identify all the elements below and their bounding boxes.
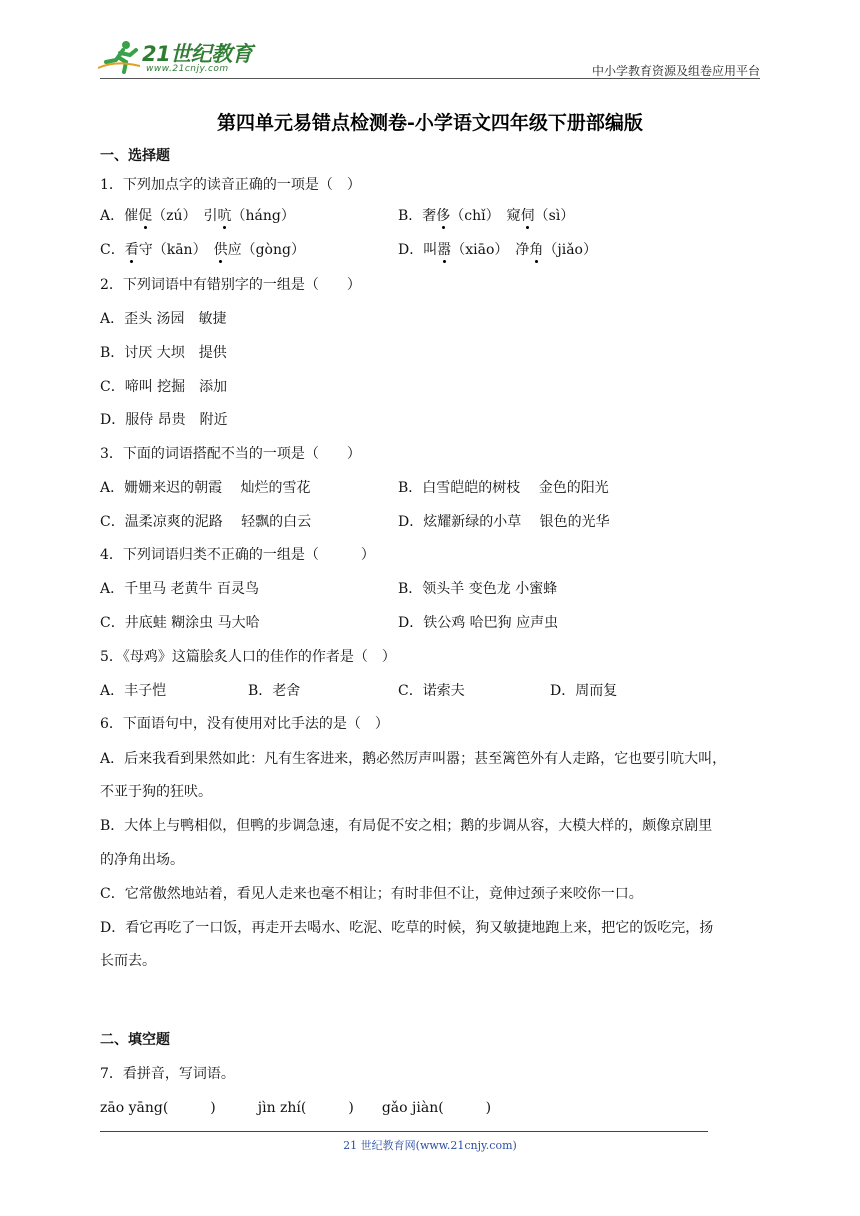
- question-1-stem: 1．下列加点字的读音正确的一项是（ ）: [100, 177, 361, 193]
- question-6-option-b-line2: 的净角出场。: [100, 852, 184, 868]
- question-1-option-d: [398, 240, 597, 260]
- question-7-stem: 7．看拼音，写词语。: [100, 1066, 235, 1082]
- dotted-char: 伺: [520, 208, 535, 224]
- question-4-option-a: A．千里马 老黄牛 百灵鸟: [100, 581, 260, 597]
- question-2-option-c: C．啼叫 挖掘 添加: [100, 379, 228, 395]
- question-3-option-c: C．温柔凉爽的泥路 轻飘的白云: [100, 514, 312, 530]
- footer-divider: [100, 1131, 708, 1132]
- logo-text: 21世纪教育: [142, 42, 253, 66]
- option-text: 守（kān）: [138, 242, 214, 258]
- question-5-option-d: D．周而复: [550, 683, 618, 699]
- option-text: （sì）: [534, 208, 575, 224]
- question-6-option-d-line1: D．看它再吃了一口饭，再走开去喝水、吃泥、吃草的时候，狗又敏捷地跑上来，把它的饭吃完，扬: [100, 920, 714, 936]
- question-6-option-a-line1: A．后来我看到果然如此：凡有生客进来，鹅必然厉声叫嚣；甚至篱笆外有人走路，它也要引吭大叫，: [100, 751, 727, 767]
- platform-name: 中小学教育资源及组卷应用平台: [591, 64, 760, 78]
- dotted-char: 嚣: [437, 242, 452, 258]
- dotted-char: 看: [124, 242, 139, 258]
- question-2-option-a: A．歪头 汤园 敏捷: [100, 311, 227, 327]
- option-text: C．: [100, 242, 125, 258]
- question-3-option-b: B．白雪皑皑的树枝 金色的阳光: [398, 480, 609, 496]
- option-text: 应（gòng）: [227, 242, 305, 258]
- question-6-option-a-line2: 不亚于狗的狂吠。: [100, 784, 212, 800]
- page-title: 第四单元易错点检测卷-小学语文四年级下册部编版: [217, 112, 643, 134]
- question-1-option-b: [398, 206, 574, 226]
- option-text: （zú） 引: [152, 208, 218, 224]
- question-4-option-b: B．领头羊 变色龙 小蜜蜂: [398, 581, 558, 597]
- option-text: （jiǎo）: [543, 242, 597, 258]
- question-6-option-d-line2: 长而去。: [100, 953, 156, 969]
- footer-text: 21 世纪教育网(www.21cnjy.com): [343, 1139, 517, 1152]
- question-2-option-d: D．服侍 昂贵 附近: [100, 412, 228, 428]
- option-text: （xiāo） 净: [451, 242, 530, 258]
- option-text: A．催: [100, 208, 139, 224]
- question-3-option-a: A．姗姗来迟的朝霞 灿烂的雪花: [100, 480, 311, 496]
- question-6-option-c: C．它常傲然地站着，看见人走来也毫不相让；有时非但不让，竟伸过颈子来咬你一口。: [100, 886, 643, 902]
- question-6-option-b-line1: B．大体上与鸭相似，但鸭的步调急速，有局促不安之相；鹅的步调从容，大模大样的，颇像京剧里: [100, 818, 713, 834]
- site-logo: [96, 36, 266, 76]
- question-2-option-b: B．讨厌 大坝 提供: [100, 345, 227, 361]
- dotted-char: 促: [138, 208, 153, 224]
- dotted-char: 供: [213, 242, 228, 258]
- question-4-stem: 4．下列词语归类不正确的一组是（ ）: [100, 547, 375, 563]
- question-2-stem: 2．下列词语中有错别字的一组是（ ）: [100, 277, 361, 293]
- question-5-option-b: B．老舍: [248, 683, 301, 699]
- question-3-stem: 3．下面的词语搭配不当的一项是（ ）: [100, 446, 361, 462]
- question-4-option-c: C．井底蛙 糊涂虫 马大哈: [100, 615, 260, 631]
- runner-logo-icon: [96, 40, 142, 74]
- section-heading-fill: 二、填空题: [100, 1032, 170, 1048]
- page-header: [96, 32, 760, 80]
- dotted-char: 角: [529, 242, 544, 258]
- question-1-option-a: [100, 206, 295, 226]
- question-6-stem: 6．下面语句中，没有使用对比手法的是（ ）: [100, 716, 389, 732]
- question-5-option-c: C．诺索夫: [398, 683, 465, 699]
- dotted-char: 侈: [436, 208, 451, 224]
- option-text: D．叫: [398, 242, 438, 258]
- question-3-option-d: D．炫耀新绿的小草 银色的光华: [398, 514, 610, 530]
- dotted-char: 吭: [217, 208, 232, 224]
- question-5-stem: 5．《母鸡》这篇脍炙人口的佳作的作者是（ ）: [100, 649, 396, 665]
- option-text: （chǐ） 窥: [450, 208, 521, 224]
- option-text: B．奢: [398, 208, 437, 224]
- header-divider: [100, 78, 760, 79]
- section-heading-choice: 一、选择题: [100, 148, 170, 164]
- question-5-option-a: A．丰子恺: [100, 683, 167, 699]
- question-1-option-c: [100, 240, 305, 260]
- question-7-pinyin: zāo yāng( ) jìn zhí( ) gǎo jiàn( ): [100, 1100, 492, 1116]
- question-4-option-d: D．铁公鸡 哈巴狗 应声虫: [398, 615, 559, 631]
- option-text: （háng）: [231, 208, 295, 224]
- logo-url: www.21cnjy.com: [146, 64, 229, 74]
